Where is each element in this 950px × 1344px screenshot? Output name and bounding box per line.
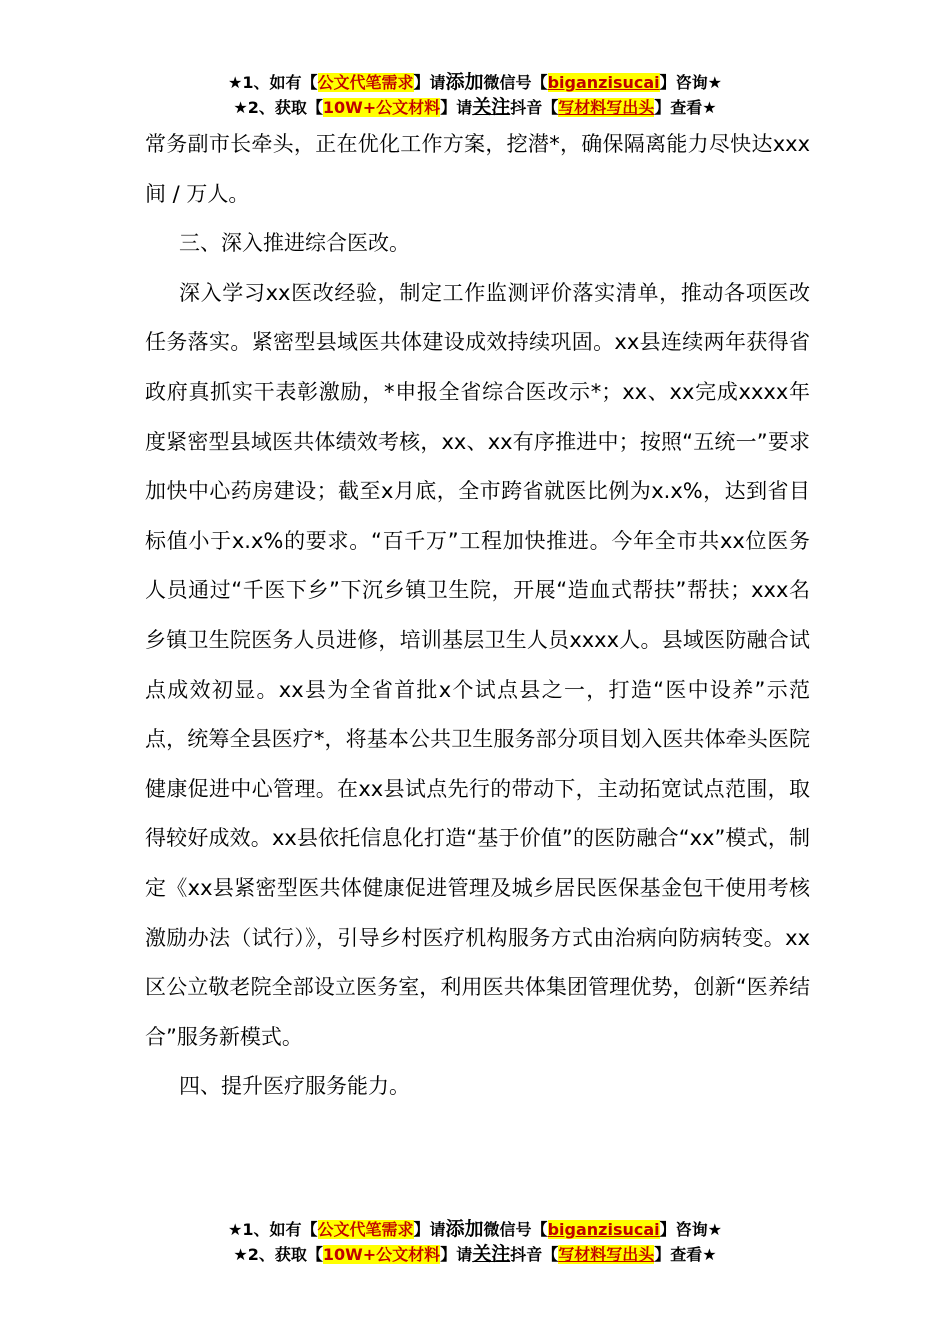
star-icon: ★ bbox=[228, 1220, 243, 1239]
banner-text: 微信号【 bbox=[483, 1220, 548, 1239]
banner-text: 微信号【 bbox=[483, 73, 548, 92]
highlight-douyin: 写材料写出头 bbox=[558, 98, 655, 117]
banner-text: 】请 bbox=[413, 1220, 446, 1239]
banner-text: 1、如有【 bbox=[242, 1220, 318, 1239]
banner-line-1 bbox=[0, 1217, 950, 1242]
banner-text: 】请 bbox=[413, 73, 446, 92]
banner-emphasis: 关注 bbox=[472, 1243, 511, 1265]
star-icon: ★ bbox=[707, 73, 722, 92]
banner-text: 抖音【 bbox=[510, 1245, 559, 1264]
star-icon: ★ bbox=[233, 98, 248, 117]
banner-text: 】请 bbox=[440, 98, 473, 117]
banner-emphasis: 关注 bbox=[472, 96, 511, 118]
star-icon: ★ bbox=[233, 1245, 248, 1264]
highlight-douyin: 写材料写出头 bbox=[558, 1245, 655, 1264]
banner-emphasis: 添加 bbox=[445, 1218, 484, 1240]
banner-line-1 bbox=[0, 70, 950, 95]
banner-text: 】查看 bbox=[654, 1245, 703, 1264]
paragraph: 深入学习xx医改经验，制定工作监测评价落实清单，推动各项医改任务落实。紧密型县域医共体建设成效持续巩固。xx县连续两年获得省政府真抓实干表彰激励，*申报全省综合医改示*；xx、xx完成xxxx年度紧密型县域医共体绩效考核，xx、xx有序推进中；按照“五统一”要求加快中心药房建设；截至x月底，全市跨省就医比例为x.x%，达到省目标值小于x.x%的要求。“百千万”工程加快推进。今年全市共xx位医务人员通过“千医下乡”下沉乡镇卫生院，开展“造血式帮扶”帮扶；xxx名乡镇卫生院医务人员进修，培训基层卫生人员xxxx人。县域医防融合试点成效初显。xx县为全省首批x个试点县之一，打造“医中设养”示范点，统筹全县医疗*，将基本公共卫生服务部分项目划入医共体牵头医院健康促进中心管理。在xx县试点先行的带动下，主动拓宽试点范围，取得较好成效。xx县依托信息化打造“基于价值”的医防融合“xx”模式，制定《xx县紧密型医共体健康促进管理及城乡居民医保基金包干使用考核激励办法（试行）》，引导乡村医疗机构服务方式由治病向防病转变。xx区公立敬老院全部设立医务室，利用医共体集团管理优势，创新“医养结合”服务新模式。 bbox=[145, 280, 810, 1049]
footer-banner bbox=[0, 1217, 950, 1267]
highlight-service: 公文代笔需求 bbox=[317, 1220, 414, 1239]
header-banner bbox=[0, 70, 950, 120]
banner-text: 】查看 bbox=[654, 98, 703, 117]
highlight-wechat-id: biganzisucai bbox=[547, 73, 660, 92]
star-icon: ★ bbox=[707, 1220, 722, 1239]
star-icon: ★ bbox=[228, 73, 243, 92]
banner-text: 】请 bbox=[440, 1245, 473, 1264]
paragraph: 常务副市长牵头，正在优化工作方案，挖潜*，确保隔离能力尽快达xxx间 / 万人。 bbox=[145, 132, 810, 206]
banner-text: 1、如有【 bbox=[242, 73, 318, 92]
highlight-wechat-id: biganzisucai bbox=[547, 1220, 660, 1239]
banner-line-2 bbox=[0, 1242, 950, 1267]
banner-text: 抖音【 bbox=[510, 98, 559, 117]
highlight-materials: 10W+公文材料 bbox=[322, 98, 441, 117]
banner-text: 2、获取【 bbox=[247, 98, 323, 117]
section-heading: 四、提升医疗服务能力。 bbox=[179, 1074, 410, 1099]
highlight-materials: 10W+公文材料 bbox=[322, 1245, 441, 1264]
banner-emphasis: 添加 bbox=[445, 71, 484, 93]
banner-line-2 bbox=[0, 95, 950, 120]
section-heading: 三、深入推进综合医改。 bbox=[179, 231, 410, 256]
banner-text: 】咨询 bbox=[659, 73, 708, 92]
banner-text: 2、获取【 bbox=[247, 1245, 323, 1264]
star-icon: ★ bbox=[702, 1245, 717, 1264]
star-icon: ★ bbox=[702, 98, 717, 117]
banner-text: 】咨询 bbox=[659, 1220, 708, 1239]
highlight-service: 公文代笔需求 bbox=[317, 73, 414, 92]
document-body bbox=[145, 120, 810, 1112]
